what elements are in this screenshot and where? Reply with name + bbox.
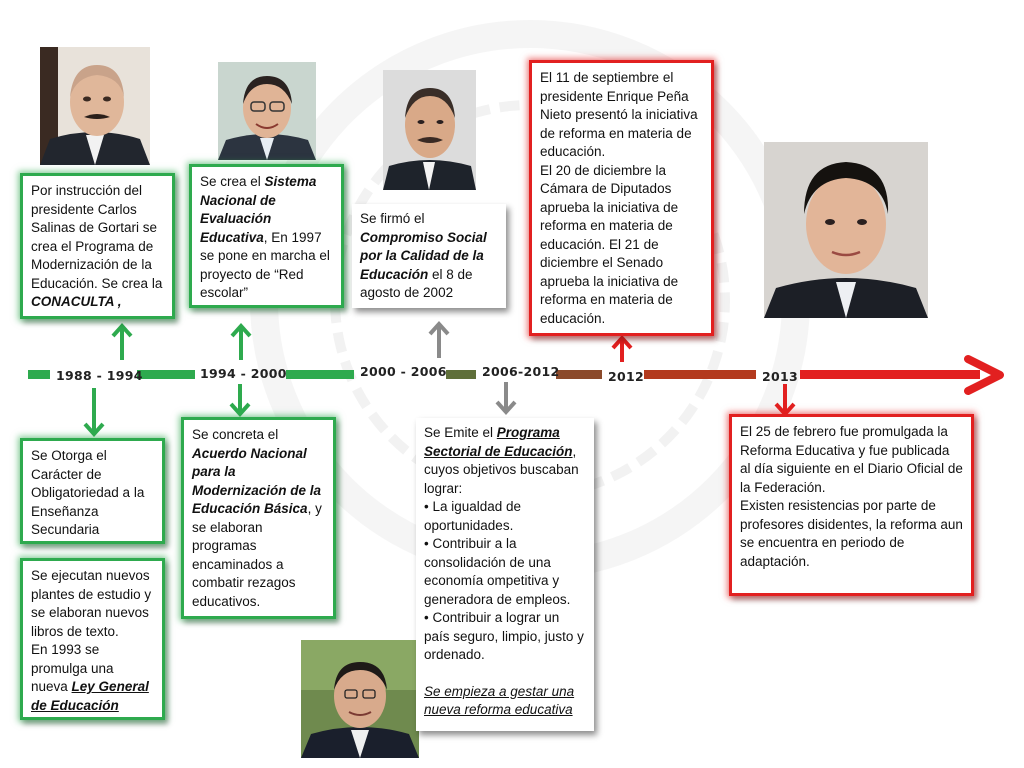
fox-suffix: el 8 de agosto de 2002 bbox=[360, 266, 473, 300]
period-label-2000-2006: 2000 - 2006 bbox=[360, 364, 447, 379]
period-label-2006-2012: 2006-2012 bbox=[482, 364, 560, 379]
period-label-2013: 2013 bbox=[762, 369, 798, 384]
arrow-up-icon bbox=[110, 322, 134, 362]
ley-general-box bbox=[20, 558, 165, 720]
acuerdo-nacional-box bbox=[181, 417, 336, 619]
aprobacion-text: El 20 de diciembre la Cámara de Diputados aprueba la iniciativa de reforma en materia de educación. El 21 de diciembre el Senado aprueba la iniciativa de reforma en materia de educación. bbox=[540, 162, 679, 326]
promulgacion-text: El 25 de febrero fue promulgada la Reforma Educativa y fue publicada al día siguiente en el Diario Oficial de la Federación. bbox=[740, 424, 963, 495]
arrow-down-icon bbox=[82, 386, 106, 438]
objective-bullet: • Contribuir a la consolidación de una economía ompetitiva y generadora de empleos. bbox=[424, 536, 571, 607]
period-label-1988-1994: 1988 - 1994 bbox=[56, 368, 143, 383]
ley-general-emphasis: Ley General de Educación bbox=[31, 679, 149, 713]
arrow-down-icon bbox=[494, 380, 518, 416]
nueva-reforma-text: Se empieza a gestar una nueva reforma educativa bbox=[424, 683, 575, 717]
timeline-segment-gray bbox=[446, 370, 476, 379]
photo-felipe-calderon bbox=[301, 640, 419, 758]
reforma-promulgada-box bbox=[729, 414, 974, 596]
arrow-down-icon bbox=[228, 382, 252, 418]
photo-enrique-pena-nieto bbox=[764, 142, 928, 318]
objective-bullet: • Contribuir a lograr un país seguro, limpio, justo y ordenado. bbox=[424, 610, 584, 662]
compromiso-social-emphasis: Compromiso Social por la Calidad de la Educación bbox=[360, 229, 487, 282]
zedillo-top-prefix: Se crea el bbox=[200, 174, 265, 189]
programa-sectorial-emphasis: Programa Sectorial de Educación bbox=[424, 425, 573, 459]
zedillo-bottom-prefix: Se concreta el bbox=[192, 427, 279, 442]
photo-vicente-fox bbox=[383, 70, 476, 190]
zedillo-bottom-suffix: , y se elaboran programas encaminados a combatir rezagos educativos. bbox=[192, 501, 322, 609]
salinas-top-text: Por instrucción del presidente Carlos Salinas de Gortari se crea el Programa de Modernización de la Educación. Se crea la bbox=[31, 183, 163, 291]
timeline-segment-green bbox=[28, 370, 50, 379]
timeline-segment-red bbox=[644, 370, 756, 379]
timeline-arrow-head-icon bbox=[962, 353, 1006, 397]
arrow-up-icon bbox=[427, 320, 451, 360]
sistema-evaluacion-box bbox=[189, 164, 344, 308]
calderon-prefix: Se Emite el bbox=[424, 425, 497, 440]
secundaria-text: Se Otorga el Carácter de Obligatoriedad a la Enseñanza Secundaria bbox=[31, 448, 145, 537]
objective-bullet: • La igualdad de oportunidades. bbox=[424, 499, 522, 533]
iniciativa-text: El 11 de septiembre el presidente Enrique Peña Nieto presentó la iniciativa de reforma en materia de educación. bbox=[540, 70, 698, 159]
conaculta-emphasis: CONACULTA , bbox=[31, 294, 122, 309]
arrow-up-icon bbox=[229, 322, 253, 362]
fox-prefix: Se firmó el bbox=[360, 211, 425, 226]
photo-carlos-salinas bbox=[40, 47, 150, 165]
arrow-up-icon bbox=[610, 334, 634, 364]
compromiso-social-box bbox=[352, 204, 506, 308]
timeline-segment-green bbox=[286, 370, 354, 379]
acuerdo-nacional-emphasis: Acuerdo Nacional para la Modernización de la Educación Básica bbox=[192, 445, 322, 516]
photo-ernesto-zedillo bbox=[218, 62, 316, 160]
resistencias-text: Existen resistencias por parte de profesores disidentes, la reforma aun se encuentra en periodo de adaptación. bbox=[740, 498, 963, 569]
programa-sectorial-box bbox=[416, 418, 594, 731]
salinas-conaculta-box bbox=[20, 173, 175, 319]
timeline-segment-brown bbox=[556, 370, 602, 379]
period-label-1994-2000: 1994 - 2000 bbox=[200, 366, 287, 381]
timeline-segment-green bbox=[137, 370, 195, 379]
timeline-segment-red bbox=[800, 370, 980, 379]
iniciativa-reforma-box bbox=[529, 60, 714, 336]
ley-general-prefix: En 1993 se promulga una nueva bbox=[31, 642, 114, 694]
sistema-evaluacion-emphasis: Sistema Nacional de Evaluación Educativa bbox=[200, 174, 317, 245]
secundaria-obligatoria-box bbox=[20, 438, 165, 544]
calderon-suffix: , cuyos objetivos buscaban lograr: bbox=[424, 443, 579, 496]
zedillo-top-suffix: , En 1997 se pone en marcha el proyecto de “Red escolar” bbox=[200, 229, 330, 300]
arrow-down-icon bbox=[773, 382, 797, 418]
planes-estudio-text: Se ejecutan nuevos plantes de estudio y se elaboran nuevos libros de texto. bbox=[31, 568, 152, 639]
period-label-2012: 2012 bbox=[608, 369, 644, 384]
